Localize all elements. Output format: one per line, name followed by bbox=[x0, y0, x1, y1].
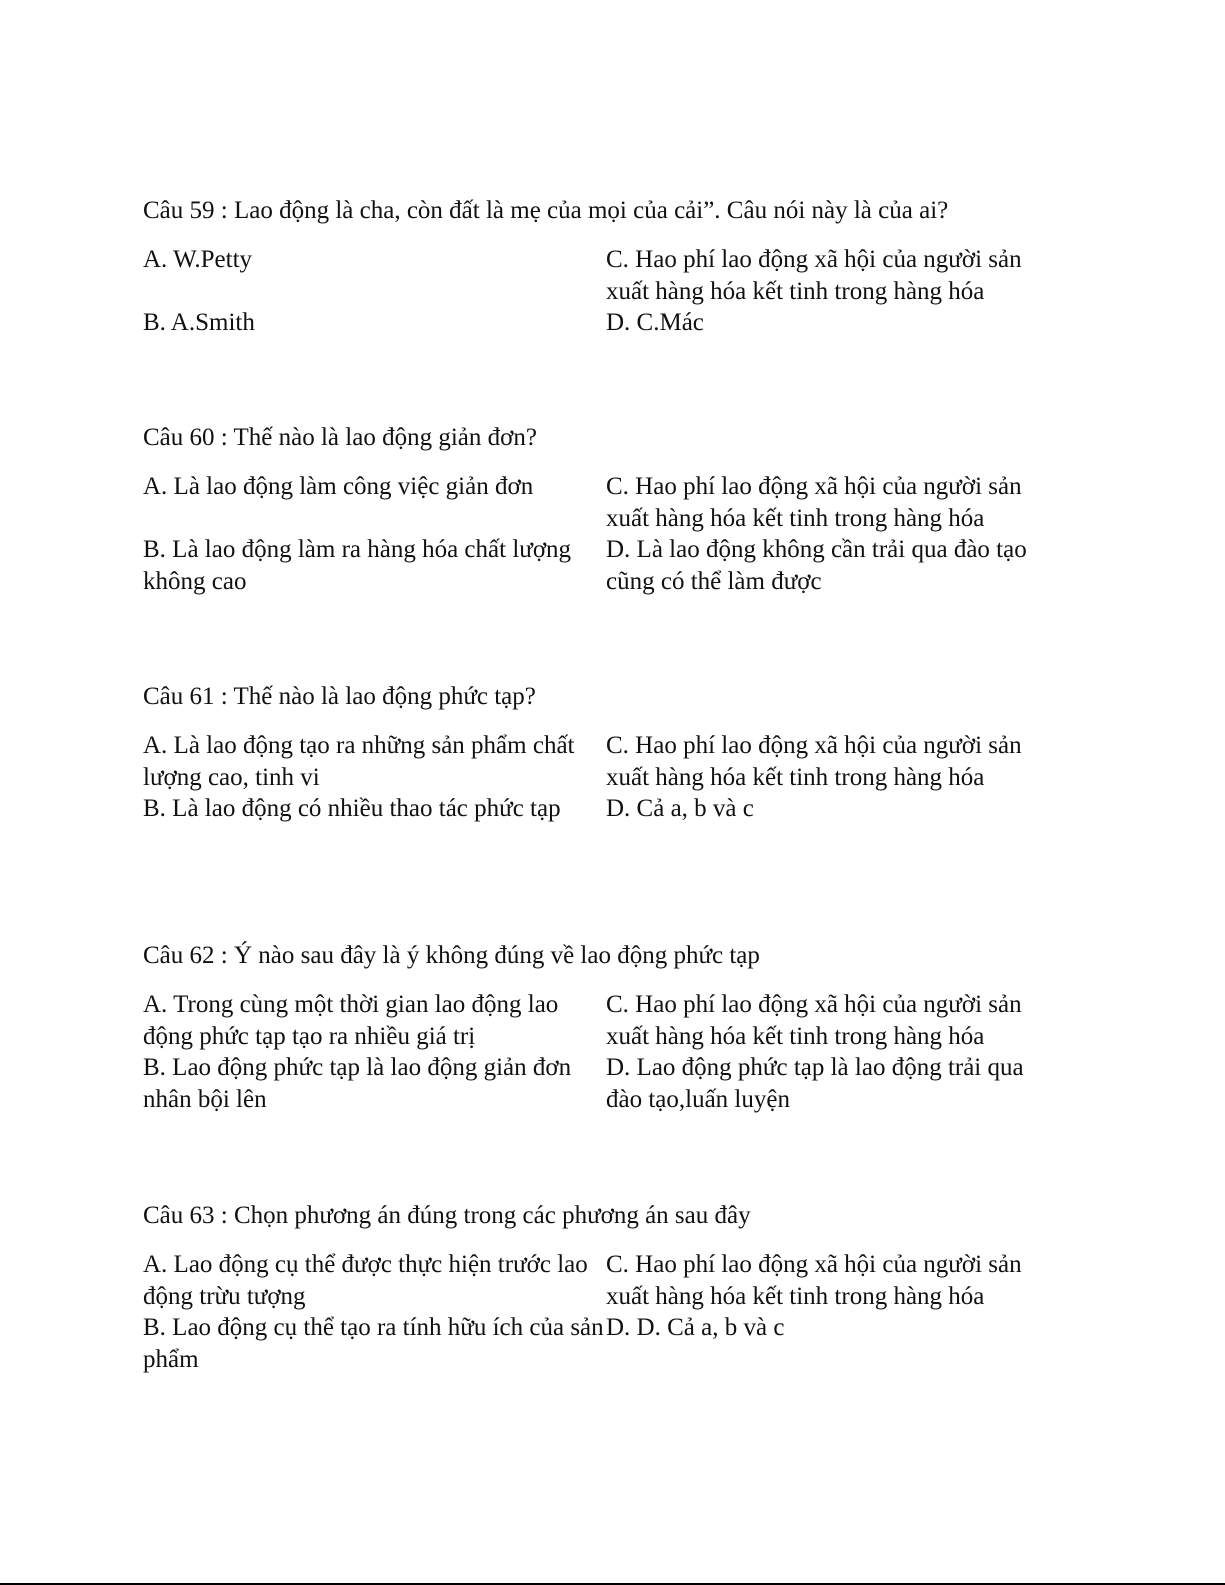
option-d: D. D. Cả a, b và c bbox=[606, 1314, 785, 1341]
question-61 bbox=[143, 681, 1043, 825]
question-62 bbox=[143, 940, 1043, 1115]
question-title: Câu 63 : Chọn phương án đúng trong các phương án sau đây bbox=[143, 1202, 751, 1229]
option-c: C. Hao phí lao động xã hội của người sản xuất hàng hóa kết tinh trong hàng hóa bbox=[606, 991, 1022, 1050]
option-a: A. Lao động cụ thể được thực hiện trước lao động trừu tượng bbox=[143, 1251, 588, 1310]
answer-options bbox=[143, 471, 1043, 597]
option-b: B. Là lao động làm ra hàng hóa chất lượng không cao bbox=[143, 536, 572, 595]
option-d: D. Là lao động không cần trải qua đào tạo cũng có thể làm được bbox=[606, 536, 1027, 595]
option-d: D. C.Mác bbox=[606, 309, 704, 336]
answer-options bbox=[143, 730, 1043, 825]
option-b: B. Lao động phức tạp là lao động giản đơn nhân bội lên bbox=[143, 1054, 572, 1113]
question-title: Câu 60 : Thế nào là lao động giản đơn? bbox=[143, 424, 537, 451]
question-63 bbox=[143, 1200, 1043, 1375]
question-title: Câu 59 : Lao động là cha, còn đất là mẹ của mọi của cải”. Câu nói này là của ai? bbox=[143, 197, 949, 224]
option-a: A. Trong cùng một thời gian lao động lao động phức tạp tạo ra nhiều giá trị bbox=[143, 991, 559, 1050]
question-59 bbox=[143, 195, 1043, 339]
answer-options bbox=[143, 989, 1043, 1115]
option-a: A. Là lao động làm công việc giản đơn bbox=[143, 473, 534, 500]
option-a: A. Là lao động tạo ra những sản phẩm chất lượng cao, tinh vi bbox=[143, 732, 575, 791]
option-b: B. Lao động cụ thể tạo ra tính hữu ích của sản phẩm bbox=[143, 1314, 604, 1373]
answer-options bbox=[143, 244, 1043, 339]
option-c: C. Hao phí lao động xã hội của người sản xuất hàng hóa kết tinh trong hàng hóa bbox=[606, 732, 1022, 791]
option-c: C. Hao phí lao động xã hội của người sản xuất hàng hóa kết tinh trong hàng hóa bbox=[606, 246, 1022, 305]
option-c: C. Hao phí lao động xã hội của người sản xuất hàng hóa kết tinh trong hàng hóa bbox=[606, 473, 1022, 532]
option-a: A. W.Petty bbox=[143, 246, 253, 273]
option-b: B. A.Smith bbox=[143, 309, 255, 336]
question-title: Câu 61 : Thế nào là lao động phức tạp? bbox=[143, 683, 536, 710]
question-60 bbox=[143, 422, 1043, 597]
question-title: Câu 62 : Ý nào sau đây là ý không đúng về lao động phức tạp bbox=[143, 942, 760, 969]
option-b: B. Là lao động có nhiều thao tác phức tạp bbox=[143, 795, 561, 822]
option-d: D. Lao động phức tạp là lao động trải qua đào tạo,luấn luyện bbox=[606, 1054, 1024, 1113]
option-c: C. Hao phí lao động xã hội của người sản xuất hàng hóa kết tinh trong hàng hóa bbox=[606, 1251, 1022, 1310]
option-d: D. Cả a, b và c bbox=[606, 795, 754, 822]
answer-options bbox=[143, 1249, 1043, 1375]
